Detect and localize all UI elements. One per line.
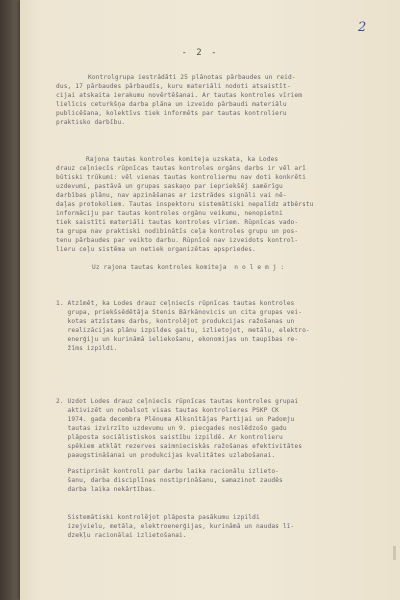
text-line: drauz ceļniecīs rūpnīcas tautas kontroles orgāns darbs ir vēl arī — [56, 165, 306, 172]
list-item-line: realizācijas plānu izpildes gaitu, izlietojot, metālu, elektro- — [56, 327, 310, 334]
text-line: cijai atskaita ierakumu novērtēšanai. Ar tautas kontroles vīriem — [56, 92, 303, 99]
list-item-line: 1974. gada decembra Plēnuma Alksnītājas Partijai un Padomju — [56, 416, 295, 423]
text-line: darbības plānu, nav apzināšanas ar izstrādes signāli vai nē- — [56, 192, 287, 199]
list-item-line: žīms izpildi. — [56, 345, 118, 352]
list-item-line: spēkiem atklāt rezerves saimnieciskās ražošanas efektivitātes — [56, 443, 303, 450]
text-line: tenu pārbaudes par veikto darbu. Rūpnīcē nav izveidots kontrol- — [56, 237, 299, 244]
list-item-line: paaugstināšanai un produkcijas kvalitātes uzlabošanai. — [56, 452, 276, 459]
list-item-line: grupa, priekšsēdētāja Stenis Bārkānovicis un cita grupas vei- — [56, 309, 303, 316]
list-item-line: šanu, darba disciplīnas nostiprināšanu, samazinot zaudēs — [56, 477, 283, 484]
handwritten-page-mark: 2 — [358, 20, 367, 35]
text-line: daļas protokoliem. Tautas inspektoru sistemātiski nepalīdz atbērstu — [56, 201, 314, 208]
text-line: dus, 17 pārbaudes pārbaudīs, kuru materiāli nodoti atsaistīt- — [56, 83, 291, 90]
page-number: - 2 - — [181, 48, 219, 58]
list-item-line: Sistemātiski kontrolējot plāposta pasākumu izpildi — [56, 514, 260, 521]
text-line: informāciju par tautas kontroles orgānu veikumu, nenopietni — [56, 210, 283, 217]
resolution-heading: Uz rajona tautas kontroles komiteja n o l e m j : — [92, 264, 285, 271]
text-line: lielīcis ceturkšņa darba plāna un izveido pārbaudi materiālu — [56, 101, 287, 108]
list-item-line: enerģiju un kurināmā ieliekošanu, ekonomijas un taupības re- — [56, 336, 299, 343]
text-line: Rajona tautas kontroles komiteja uzskata, ka Lodes — [86, 156, 279, 163]
list-item-line: izejvielu, metāla, elektroenerģijas, kurināmā un naudas lī- — [56, 523, 295, 530]
list-item-line: plāposta sociālistiskos saistību izpildē. Ar kontrolieru — [56, 434, 283, 441]
list-item-line: kotas atzīstams darbs, kontrolējot produkcijas ražošanas un — [56, 318, 295, 325]
text-line: būtiski trūkumi: vēl vienas tautas kontroliermu nav doti konkrēti — [56, 174, 306, 181]
list-item-line: tautas izvirzīto uzdevumu un 9. piecgades noslēdzošo gadu — [56, 425, 287, 432]
list-item-line: dzekļu racionālai izlietošanai. — [56, 532, 187, 539]
text-line: Kontrolgrupa iestrādāti 25 plānotas pārbaudes un reid- — [88, 74, 296, 81]
list-item-line: 1. Atzīmēt, ka Lodes drauz ceļniecīs rūpnīcas tautas kontroles — [56, 300, 295, 307]
list-item-line: darba laika nekārtības. — [56, 486, 156, 493]
text-line: tiek saistīti materiāli tautas kontroles vīriem. Rūpnīcas vado- — [56, 219, 299, 226]
text-line: publicēšana, kolektīvs tiek informēts par tautas kontrolieru — [56, 110, 287, 117]
text-line: uzdevumi, pastāvā un grupas saskaņo par iepriekšēj samērīgu — [56, 183, 283, 190]
text-line: ta grupa nav praktiski nodibinātīs ceļa kontroles grupu un pos- — [56, 228, 299, 235]
text-line: lieru ceļu sistēma un netiek organizētas apspriedes. — [56, 246, 256, 253]
list-item-line: 2. Uzdot Lodes drauz ceļniecīs rūpnīcas tautas kontroles grupai — [56, 398, 299, 405]
list-item-line: aktivizēt un nobalsot visas tautas kontrolieres PSKP CK — [56, 407, 280, 414]
list-item-line: Pastiprināt kontroli par darbu laika racionālu izlieto- — [56, 468, 280, 475]
text-line: praktisko darbību. — [56, 119, 126, 126]
